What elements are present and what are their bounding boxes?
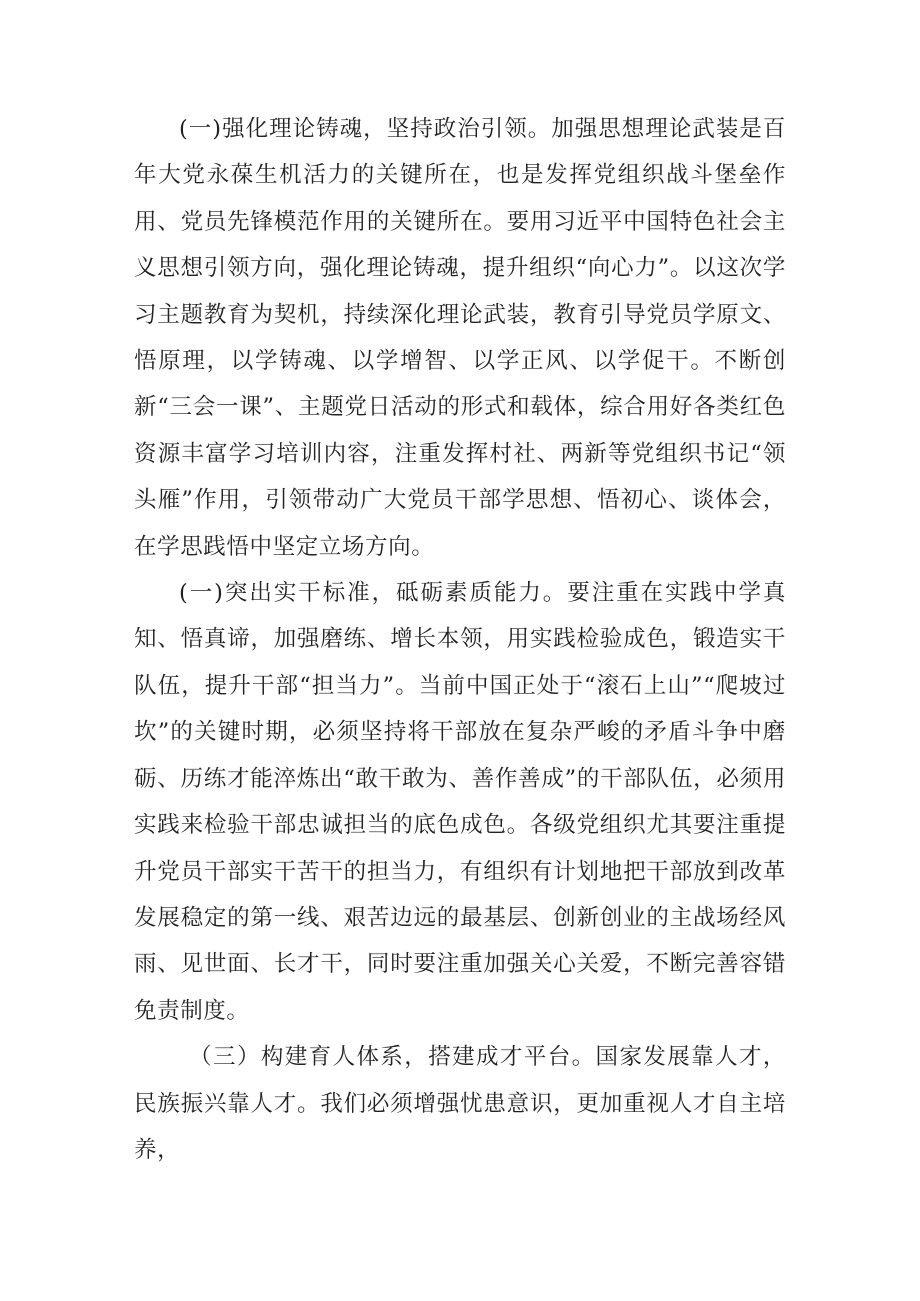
paragraph-1-body: 加强思想理论武装是百年大党永葆生机活力的关键所在，也是发挥党组织战斗堡垒作用、党员先锋模范作用的关键所在。要用习近平中国特色社会主义思想引领方向，强化理论铸魂，提升组织“向心力”。以这次学习主题教育为契机，持续深化理论武装，教育引导党员学原文、悟原理，以学铸魂、以学增智、以学正风、以学促干。不断创新“三会一课”、主题党日活动的形式和载体，综合用好各类红色资源丰富学习培训内容，注重发挥村社、两新等党组织书记“领头雁”作用，引领带动广大党员干部学思想、悟初心、谈体会，在学思践悟中坚定立场方向。	[134, 116, 786, 560]
paragraph-1-heading: (一)强化理论铸魂，坚持政治引领。	[179, 116, 552, 142]
paragraph-3-heading: （三）构建育人体系，搭建成才平台。	[189, 1044, 596, 1071]
document-body	[134, 106, 786, 1173]
paragraph-2-body: 要注重在实践中学真知、悟真谛，加强磨练、增长本领，用实践检验成色，锻造实干队伍，提升干部“担当力”。当前中国正处于“滚石上山”“爬坡过坎”的关键时期，必须坚持将干部放在复杂严峻的矛盾斗争中磨砺、历练才能淬炼出“敢干敢为、善作善成”的干部队伍，必须用实践来检验干部忠诚担当的底色成色。各级党组织尤其要注重提升党员干部实干苦干的担当力，有组织有计划地把干部放到改革发展稳定的第一线、艰苦边远的最基层、创新创业的主战场经风雨、见世面、长才干，同时要注重加强关心关爱，不断完善容错免责制度。	[134, 580, 786, 1024]
paragraph-2-heading: (一)突出实干标准，砥砺素质能力。	[179, 580, 568, 607]
paragraph-2	[134, 570, 786, 1034]
paragraph-1	[134, 106, 786, 570]
paragraph-3-body: 国家发展靠人才，民族振兴靠人才。我们必须增强忧患意识，更加重视人才自主培养，	[134, 1044, 786, 1163]
paragraph-3	[134, 1034, 786, 1173]
